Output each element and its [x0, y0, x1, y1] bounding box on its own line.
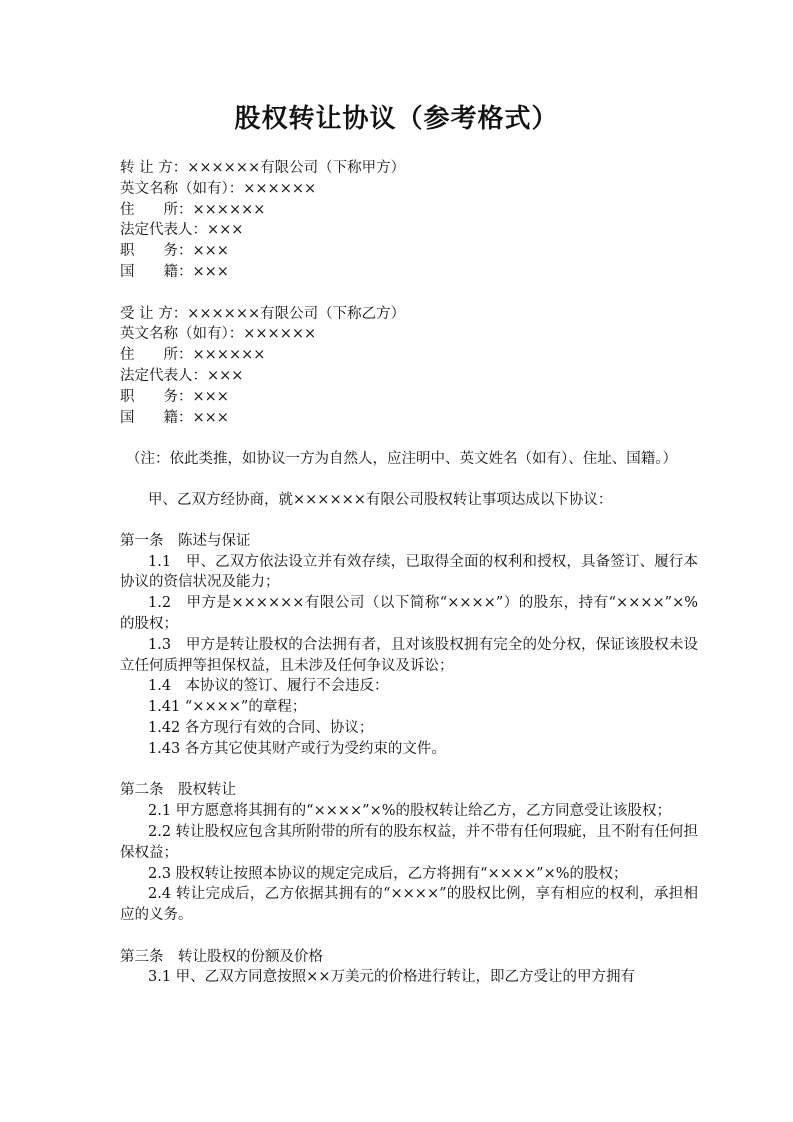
transferee-block [120, 304, 698, 429]
spacer [120, 511, 698, 521]
clause-1-42: 1.42 各方现行有效的合同、协议； [148, 719, 374, 736]
article-2-heading: 第二条 股权转让 [120, 782, 236, 799]
spacer [120, 760, 698, 781]
article-1 [120, 531, 698, 760]
transferor-nationality: 国 籍：××× [120, 263, 229, 280]
document-body [120, 158, 698, 988]
transferee-address: 住 所：×××××× [120, 347, 266, 364]
transferor-legal-rep: 法定代表人：××× [120, 222, 244, 239]
spacer [120, 480, 698, 490]
article-2 [120, 780, 698, 926]
transferee-legal-rep: 法定代表人：××× [120, 367, 244, 384]
spacer [120, 283, 698, 304]
spacer [120, 470, 698, 480]
clause-2-1: 2.1 甲方愿意将其拥有的“××××”×%的股权转让给乙方，乙方同意受让该股权； [148, 803, 672, 820]
article-1-heading: 第一条 陈述与保证 [120, 532, 251, 549]
clause-3-1: 3.1 甲、乙双方同意按照××万美元的价格进行转让，即乙方受让的甲方拥有 [148, 969, 635, 986]
transferor-block [120, 158, 698, 283]
transferee-name: 受 让 方：××××××有限公司（下称乙方） [120, 305, 406, 322]
article-3 [120, 947, 698, 989]
clause-2-2: 2.2 转让股权应包含其所附带的所有的股东权益，并不带有任何瑕疵，且不附有任何担保权益； [120, 823, 698, 861]
transferee-english-name: 英文名称（如有）：×××××× [120, 326, 317, 343]
transferor-name: 转 让 方：××××××有限公司（下称甲方） [120, 160, 406, 176]
transferee-position: 职 务：××× [120, 388, 229, 405]
clause-1-4: 1.4 本协议的签订、履行不会违反： [148, 678, 389, 695]
spacer [120, 926, 698, 947]
clause-1-2: 1.2 甲方是××××××有限公司（以下简称“××××”）的股东，持有“××××”×%的股权； [120, 595, 698, 632]
spacer [120, 428, 698, 449]
transferor-address: 住 所：×××××× [120, 201, 266, 218]
spacer [120, 521, 698, 531]
transferor-english-name: 英文名称（如有）：×××××× [120, 180, 317, 197]
transferor-position: 职 务：××× [120, 243, 229, 260]
clause-1-43: 1.43 各方其它使其财产或行为受约束的文件。 [148, 740, 446, 757]
clause-2-3: 2.3 股权转让按照本协议的规定完成后，乙方将拥有“××××”×%的股权； [148, 865, 628, 882]
intro-paragraph: 甲、乙双方经协商，就××××××有限公司股权转让事项达成以下协议： [148, 491, 613, 508]
clause-2-4: 2.4 转让完成后，乙方依据其拥有的“××××”的股权比例，享有相应的权利，承担相应的义务。 [120, 886, 698, 924]
document-title: 股权转让协议（参考格式） [234, 104, 559, 134]
note-paragraph: （注：依此类推，如协议一方为自然人，应注明中、英文姓名（如有）、住址、国籍。） [126, 451, 677, 468]
clause-1-3: 1.3 甲方是转让股权的合法拥有者，且对该股权拥有完全的处分权，保证该股权未设立任何质押等担保权益，且未涉及任何争议及诉讼； [120, 636, 698, 674]
clause-1-41: 1.41 “××××”的章程； [148, 699, 307, 716]
article-3-heading: 第三条 转让股权的份额及价格 [120, 948, 323, 965]
clause-1-1: 1.1 甲、乙双方依法设立并有效存续，已取得全面的权利和授权，具备签订、履行本协议的资信状况及能力； [120, 553, 698, 591]
transferee-nationality: 国 籍：××× [120, 409, 229, 426]
